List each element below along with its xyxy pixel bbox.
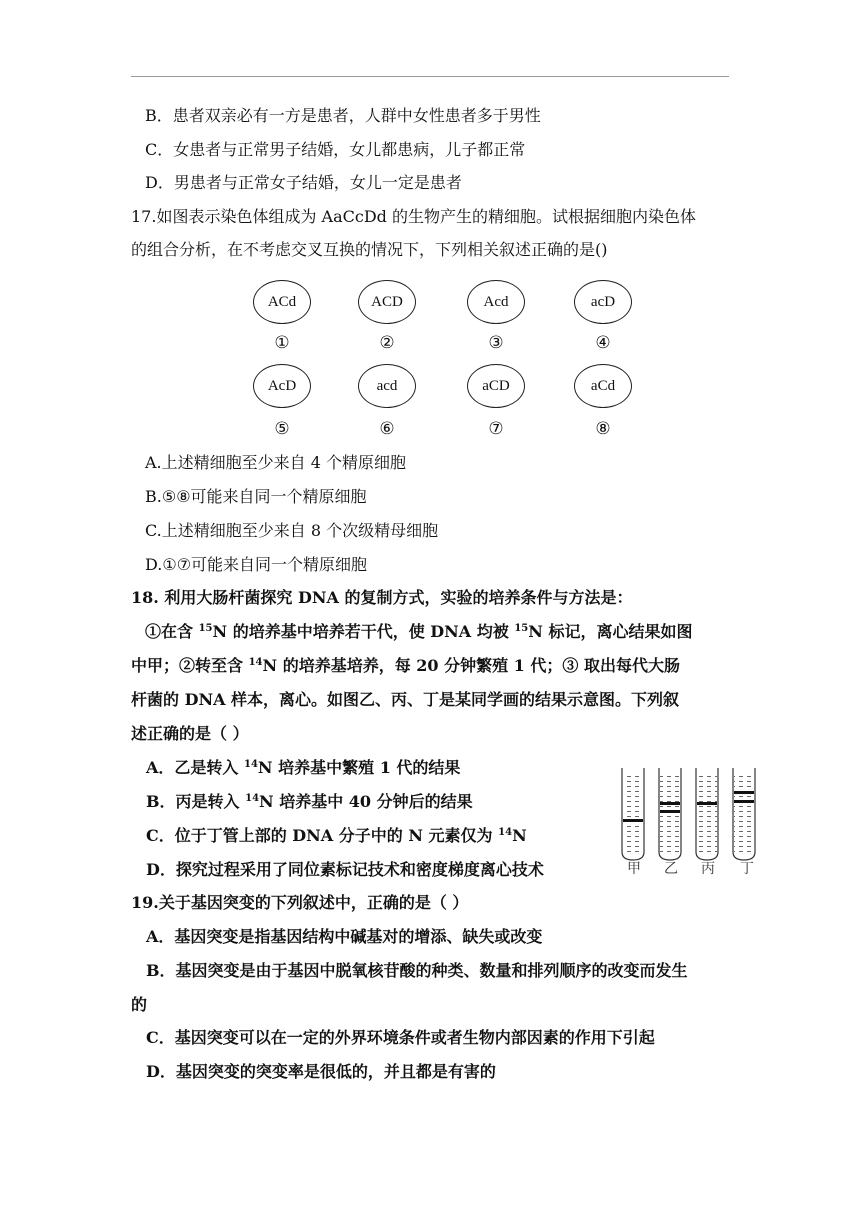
q19-option-a: A．基因突变是指基因结构中碱基对的增添、缺失或改变 xyxy=(146,927,543,946)
q18-option-c: C．位于丁管上部的 DNA 分子中的 N 元素仅为 $^{14}$N xyxy=(146,826,527,845)
q16-option-d: D．男患者与正常女子结婚，女儿一定是患者 xyxy=(145,173,462,192)
q19-option-b-line2: 的 xyxy=(131,995,148,1014)
band-heavy xyxy=(623,819,643,822)
cell-3-number: ③ xyxy=(488,333,504,353)
band-middle-2 xyxy=(660,810,680,813)
q17-stem-line2: 的组合分析，在不考虑交叉互换的情况下，下列相关叙述正确的是() xyxy=(131,240,608,259)
q18-option-d: D．探究过程采用了同位素标记技术和密度梯度离心技术 xyxy=(146,860,544,879)
band-middle xyxy=(660,802,680,805)
tube-yi xyxy=(659,768,681,860)
cell-2-number: ② xyxy=(379,333,395,353)
q17-option-d: D.①⑦可能来自同一个精原细胞 xyxy=(145,555,368,574)
cell-4: acD xyxy=(574,280,632,324)
q17-stem-line1: 17.如图表示染色体组成为 AaCcDd 的生物产生的精细胞。试根据细胞内染色体 xyxy=(131,207,696,226)
cell-8: aCd xyxy=(574,364,632,408)
q18-stem-line3: 中甲；②转至含 $^{14}$N 的培养基培养，每 20 分钟繁殖 1 代；③ 取出每代大肠 xyxy=(131,656,680,675)
isotope-superscript: 15 xyxy=(514,623,529,634)
header-rule xyxy=(131,76,729,77)
cell-7-number: ⑦ xyxy=(488,419,504,439)
band-light xyxy=(734,791,754,794)
q19-stem: 19.关于基因突变的下列叙述中，正确的是（ ） xyxy=(131,893,469,912)
isotope-superscript: 14 xyxy=(248,657,263,668)
q19-option-c: C．基因突变可以在一定的外界环境条件或者生物内部因素的作用下引起 xyxy=(146,1028,655,1047)
isotope-superscript: 15 xyxy=(198,623,213,634)
band-middle xyxy=(697,802,717,805)
tube-label-yi: 乙 xyxy=(664,861,678,877)
band-middle xyxy=(734,800,754,803)
cell-4-number: ④ xyxy=(595,333,611,353)
isotope-superscript: 14 xyxy=(498,827,513,838)
cell-7: aCD xyxy=(467,364,525,408)
isotope-superscript: 14 xyxy=(245,793,260,804)
q18-stem-line2: ①在含 $^{15}$N 的培养基中培养若干代，使 DNA 均被 $^{15}$N 标记，离心结果如图 xyxy=(145,622,693,641)
tube-label-jia: 甲 xyxy=(627,861,641,877)
cell-6-number: ⑥ xyxy=(379,419,395,439)
isotope-superscript: 14 xyxy=(244,759,258,770)
tube-jia xyxy=(622,768,644,860)
cell-5: AcD xyxy=(253,364,311,408)
tube-label-ding: 丁 xyxy=(740,861,754,877)
q17-option-b: B.⑤⑧可能来自同一个精原细胞 xyxy=(145,487,367,506)
q18-stem-line4: 杆菌的 DNA 样本，离心。如图乙、丙、丁是某同学画的结果示意图。下列叙 xyxy=(131,690,680,709)
cell-8-number: ⑧ xyxy=(595,419,611,439)
tube-ding xyxy=(733,768,755,860)
cell-6: acd xyxy=(358,364,416,408)
q17-option-c: C.上述精细胞至少来自 8 个次级精母细胞 xyxy=(145,521,439,540)
q16-option-c: C．女患者与正常男子结婚，女儿都患病，儿子都正常 xyxy=(145,140,526,159)
q19-option-b-line1: B．基因突变是由于基因中脱氧核苷酸的种类、数量和排列顺序的改变而发生 xyxy=(146,961,688,980)
tube-label-bing: 丙 xyxy=(701,861,715,877)
cell-5-number: ⑤ xyxy=(274,419,290,439)
q18-stem-line5: 述正确的是（ ） xyxy=(131,724,249,743)
q18-option-b: B．丙是转入 $^{14}$N 培养基中 40 分钟后的结果 xyxy=(146,792,473,811)
q16-option-b: B．患者双亲必有一方是患者，人群中女性患者多于男性 xyxy=(145,106,541,125)
q17-option-a: A.上述精细胞至少来自 4 个精原细胞 xyxy=(145,453,406,472)
cell-2: ACD xyxy=(358,280,416,324)
cell-1-number: ① xyxy=(274,333,290,353)
q18-stem-line1: 18. 利用大肠杆菌探究 DNA 的复制方式，实验的培养条件与方法是： xyxy=(131,588,633,607)
q19-option-d: D．基因突变的突变率是很低的，并且都是有害的 xyxy=(146,1062,496,1081)
cell-1: ACd xyxy=(253,280,311,324)
q18-option-a: A．乙是转入 $^{14}$N 培养基中繁殖 1 代的结果 xyxy=(146,758,461,777)
tube-bing xyxy=(696,768,718,860)
cell-3: Acd xyxy=(467,280,525,324)
